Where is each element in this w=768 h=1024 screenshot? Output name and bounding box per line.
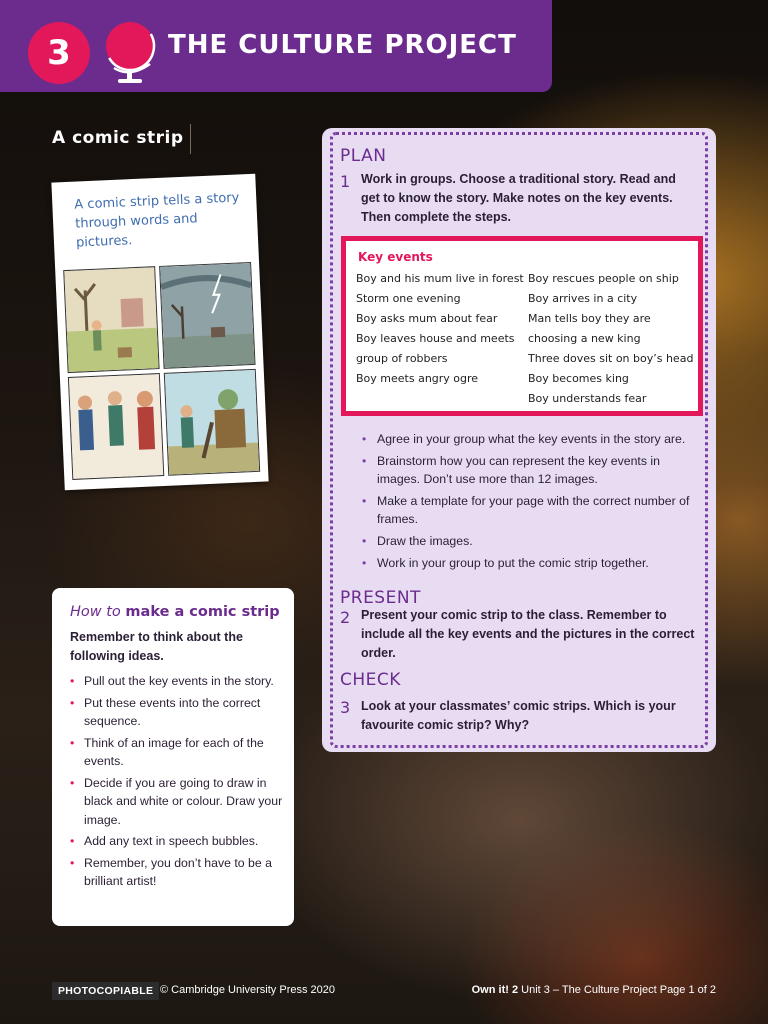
check-step-number: 3: [340, 698, 351, 717]
check-heading: CHECK: [340, 670, 401, 690]
key-event-item: Boy leaves house and meets: [356, 332, 515, 345]
bullet-icon: •: [70, 695, 75, 710]
comic-panel-ogre: [164, 369, 260, 476]
key-event-item: Boy rescues people on ship: [528, 272, 679, 285]
bullet-icon: •: [70, 775, 75, 790]
plan-bullet: • Agree in your group what the key events in the story are.: [362, 432, 686, 446]
comic-example-card: [51, 174, 268, 491]
plan-bullet: • Work in your group to put the comic strip together.: [362, 556, 649, 570]
key-event-item: Three doves sit on boy’s head: [528, 352, 694, 365]
key-event-item: Boy asks mum about fear: [356, 312, 498, 325]
globe-icon: [100, 16, 164, 88]
how-to-item: • Pull out the key events in the story.: [70, 672, 284, 691]
bullet-icon: •: [362, 432, 367, 446]
plan-bullet: • Make a template for your page with the correct number of frames.: [362, 494, 690, 526]
plan-heading: PLAN: [340, 146, 387, 166]
key-events-title: Key events: [358, 250, 433, 264]
key-event-item: Man tells boy they are: [528, 312, 651, 325]
key-event-item: Storm one evening: [356, 292, 461, 305]
bullet-icon: •: [70, 855, 75, 870]
bullet-icon: •: [70, 674, 75, 688]
plan-step-number: 1: [340, 172, 351, 191]
bullet-icon: •: [362, 534, 367, 548]
book-title: Own it! 2: [471, 984, 519, 996]
unit-page-info: Unit 3 – The Culture Project Page 1 of 2: [521, 984, 716, 996]
plan-bullet-list: [360, 430, 700, 576]
section-divider: [190, 124, 191, 154]
present-step-number: 2: [340, 608, 351, 627]
how-to-intro: Remember to think about the following ideas.: [70, 630, 243, 663]
how-to-item: • Put these events into the correct sequence.: [70, 695, 261, 728]
bullet-icon: •: [362, 454, 367, 468]
how-to-title: [70, 604, 280, 620]
comic-caption: A comic strip tells a story through words and pictures.: [74, 190, 240, 251]
key-events-box: [341, 236, 703, 416]
how-to-item: • Decide if you are going to draw in black and white or colour. Draw your image.: [70, 775, 283, 827]
plan-bullet: • Draw the images.: [362, 534, 473, 548]
comic-panel-grid: [63, 262, 260, 480]
page-title: THE CULTURE PROJECT: [168, 30, 517, 60]
copyright-text: © Cambridge University Press 2020: [160, 984, 336, 996]
bullet-icon: •: [362, 494, 367, 508]
key-event-item: Boy becomes king: [528, 372, 629, 385]
comic-panel-robbers: [68, 373, 164, 480]
how-to-item: • Add any text in speech bubbles.: [70, 832, 284, 851]
key-events-left-list: [356, 269, 524, 389]
plan-step-text: Work in groups. Choose a traditional story. Read and get to know the story. Make notes on the key events. Then complete the steps.: [361, 172, 676, 224]
key-event-item: Boy arrives in a city: [528, 292, 638, 305]
page-info: [472, 984, 716, 996]
key-event-item: Boy meets angry ogre: [356, 372, 479, 385]
key-event-item: Boy and his mum live in forest: [356, 272, 524, 285]
how-to-box: [52, 588, 294, 926]
how-to-item: • Think of an image for each of the events.: [70, 735, 264, 768]
comic-panel-storm: [159, 262, 255, 369]
key-event-item: group of robbers: [356, 352, 448, 365]
photocopiable-badge: PHOTOCOPIABLE: [52, 982, 159, 1000]
how-to-item: • Remember, you don’t have to be a brilliant artist!: [70, 855, 272, 888]
plan-bullet: • Brainstorm how you can represent the key events in images. Don’t use more than 12 images.: [362, 454, 660, 486]
bullet-icon: •: [70, 735, 75, 750]
key-events-right-list: [528, 269, 693, 409]
present-heading: PRESENT: [340, 588, 421, 608]
comic-panel-forest: [63, 266, 159, 373]
section-title: A comic strip: [52, 128, 184, 148]
check-step-text: Look at your classmates’ comic strips. Which is your favourite comic strip? Why?: [361, 699, 676, 732]
how-to-list: [70, 672, 284, 894]
present-step-text: Present your comic strip to the class. Remember to include all the key events and the pictures in the correct order.: [361, 608, 695, 660]
bullet-icon: •: [362, 556, 367, 570]
key-event-item: Boy understands fear: [528, 392, 647, 405]
key-event-item: choosing a new king: [528, 332, 641, 345]
bullet-icon: •: [70, 834, 75, 848]
how-to-title-bold: make a comic strip: [125, 604, 280, 620]
unit-number-badge: 3: [28, 22, 90, 84]
how-to-title-italic: How to: [70, 604, 121, 620]
